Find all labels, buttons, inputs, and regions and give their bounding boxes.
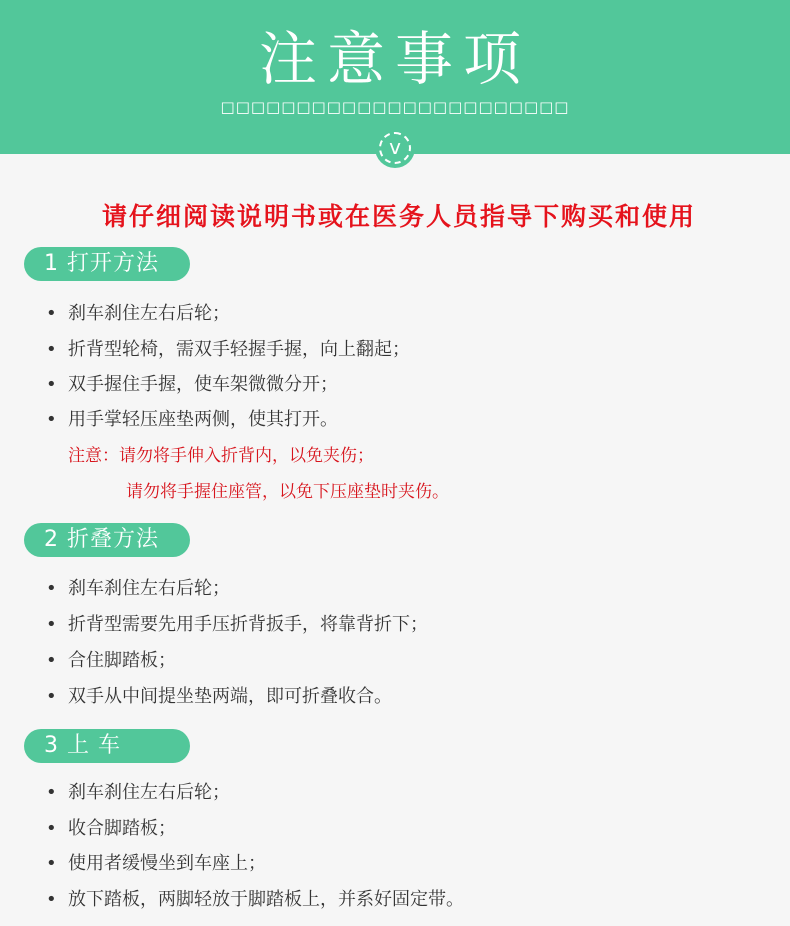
list-item-text: 折背型需要先用手压折背扳手，将靠背折下； (68, 614, 428, 635)
chevron-down-icon: v (389, 135, 401, 159)
list-item-text: 收合脚踏板； (68, 818, 176, 839)
caution-note (126, 480, 449, 504)
list-item (46, 888, 464, 912)
list-item-text: 使用者缓慢坐到车座上； (68, 853, 266, 874)
caution-text: 请勿将手伸入折背内，以免夹伤； (119, 446, 374, 466)
bullet-icon: • (46, 409, 57, 430)
list-item (46, 373, 338, 397)
section-heading-board: 3 上 车 (24, 729, 190, 763)
list-item (46, 781, 230, 805)
section-heading-fold: 2 折叠方法 (24, 523, 190, 557)
caution-note (68, 444, 374, 468)
section-heading-open: 1 打开方法 (24, 247, 190, 281)
list-item-text: 双手从中间提坐垫两端，即可折叠收合。 (68, 686, 392, 707)
list-item-text: 放下踏板，两脚轻放于脚踏板上，并系好固定带。 (68, 889, 464, 910)
list-item-text: 刹车刹住左右后轮； (68, 303, 230, 324)
bullet-icon: • (46, 818, 57, 839)
list-item-text: 双手握住手握，使车架微微分开； (68, 374, 338, 395)
chevron-down-badge (375, 128, 415, 168)
list-item (46, 852, 266, 876)
list-item (46, 577, 230, 601)
list-item-text: 合住脚踏板； (68, 650, 176, 671)
bullet-icon: • (46, 374, 57, 395)
warning-text: 请仔细阅读说明书或在医务人员指导下购买和使用 (101, 202, 696, 231)
bullet-icon: • (46, 889, 57, 910)
bullet-icon: • (46, 853, 57, 874)
list-item-text: 用手掌轻压座垫两侧，使其打开。 (68, 409, 338, 430)
list-item (46, 613, 428, 637)
list-item (46, 817, 176, 841)
bullet-icon: • (46, 782, 57, 803)
bullet-icon: • (46, 686, 57, 707)
list-item (46, 408, 338, 432)
bullet-icon: • (46, 614, 57, 635)
page-title: 注意事项 (258, 25, 531, 93)
caution-label: 注意： (68, 446, 119, 466)
list-item (46, 685, 392, 709)
list-item-text: 刹车刹住左右后轮； (68, 782, 230, 803)
list-item-text: 刹车刹住左右后轮； (68, 578, 230, 599)
bullet-icon: • (46, 578, 57, 599)
list-item-text: 折背型轮椅，需双手轻握手握，向上翻起； (68, 339, 410, 360)
list-item (46, 649, 176, 673)
caution-text: 请勿将手握住座管，以免下压座垫时夹伤。 (126, 482, 449, 502)
page-subtitle: □□□□□□□□□□□□□□□□□□□□□□□ (220, 98, 570, 116)
list-item (46, 338, 410, 362)
bullet-icon: • (46, 650, 57, 671)
bullet-icon: • (46, 339, 57, 360)
list-item (46, 302, 230, 326)
bullet-icon: • (46, 303, 57, 324)
